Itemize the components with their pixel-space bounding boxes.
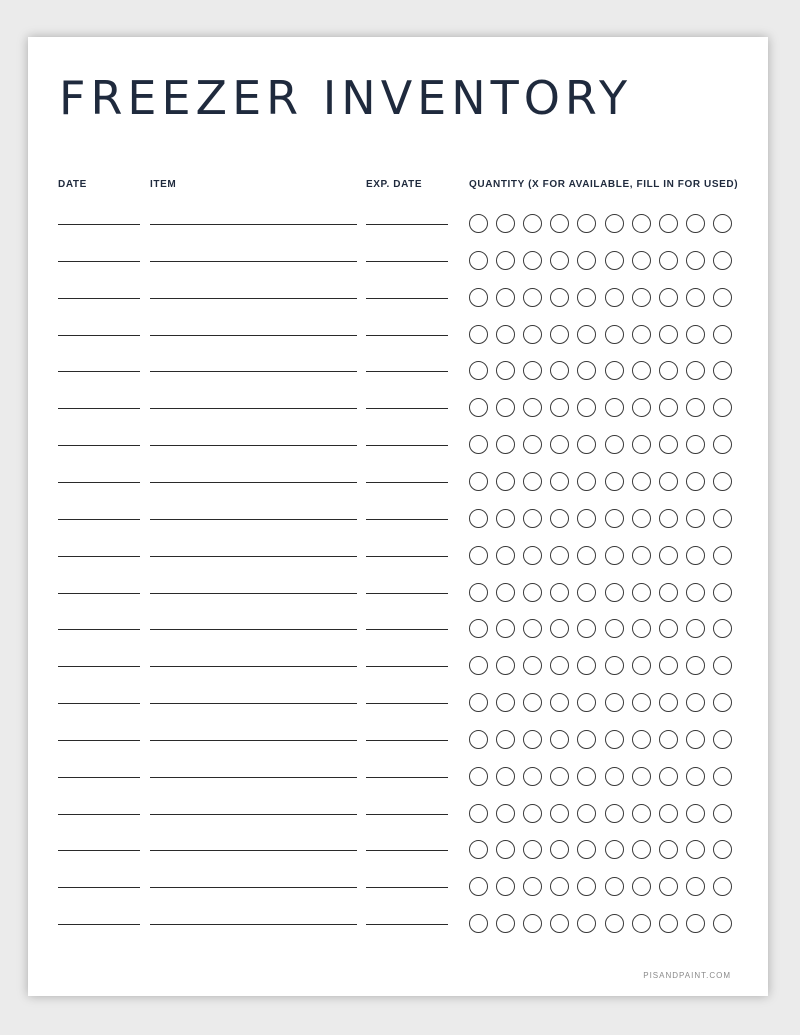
quantity-circle[interactable] — [605, 546, 624, 565]
quantity-circle[interactable] — [550, 914, 569, 933]
quantity-circle[interactable] — [496, 288, 515, 307]
item-line[interactable] — [150, 777, 357, 778]
quantity-circle[interactable] — [659, 214, 678, 233]
quantity-circle[interactable] — [713, 730, 732, 749]
quantity-circle[interactable] — [686, 804, 705, 823]
date-line[interactable] — [58, 777, 140, 778]
item-line[interactable] — [150, 224, 357, 225]
date-line[interactable] — [58, 814, 140, 815]
quantity-circle[interactable] — [469, 914, 488, 933]
quantity-circle[interactable] — [550, 509, 569, 528]
quantity-circle[interactable] — [713, 546, 732, 565]
quantity-circle[interactable] — [523, 840, 542, 859]
quantity-circle[interactable] — [605, 472, 624, 491]
quantity-circle[interactable] — [605, 767, 624, 786]
quantity-circle[interactable] — [632, 472, 651, 491]
quantity-circle[interactable] — [686, 214, 705, 233]
quantity-circle[interactable] — [496, 214, 515, 233]
quantity-circle[interactable] — [523, 398, 542, 417]
quantity-circle[interactable] — [577, 693, 596, 712]
quantity-circle[interactable] — [605, 619, 624, 638]
item-line[interactable] — [150, 850, 357, 851]
quantity-circle[interactable] — [605, 840, 624, 859]
quantity-circle[interactable] — [550, 251, 569, 270]
quantity-circle[interactable] — [686, 914, 705, 933]
quantity-circle[interactable] — [496, 472, 515, 491]
quantity-circle[interactable] — [469, 214, 488, 233]
item-line[interactable] — [150, 703, 357, 704]
exp-date-line[interactable] — [366, 629, 448, 630]
column-header-date: DATE — [58, 179, 87, 190]
quantity-circle[interactable] — [523, 214, 542, 233]
item-line[interactable] — [150, 629, 357, 630]
quantity-circle[interactable] — [632, 398, 651, 417]
quantity-circle[interactable] — [686, 693, 705, 712]
quantity-circle[interactable] — [577, 472, 596, 491]
quantity-circle[interactable] — [550, 767, 569, 786]
quantity-circle[interactable] — [496, 546, 515, 565]
quantity-circle[interactable] — [469, 656, 488, 675]
quantity-circle[interactable] — [659, 288, 678, 307]
quantity-circle[interactable] — [686, 398, 705, 417]
quantity-circle[interactable] — [577, 840, 596, 859]
item-line[interactable] — [150, 482, 357, 483]
quantity-circle[interactable] — [713, 656, 732, 675]
quantity-circle[interactable] — [605, 693, 624, 712]
quantity-circle[interactable] — [713, 877, 732, 896]
quantity-circle[interactable] — [686, 325, 705, 344]
quantity-circle[interactable] — [686, 288, 705, 307]
quantity-circle[interactable] — [469, 546, 488, 565]
exp-date-line[interactable] — [366, 593, 448, 594]
quantity-circle[interactable] — [550, 619, 569, 638]
date-line[interactable] — [58, 335, 140, 336]
quantity-circle[interactable] — [523, 767, 542, 786]
quantity-circle[interactable] — [632, 325, 651, 344]
quantity-circle[interactable] — [523, 619, 542, 638]
quantity-circle[interactable] — [577, 877, 596, 896]
quantity-circle[interactable] — [605, 583, 624, 602]
quantity-circle[interactable] — [632, 509, 651, 528]
quantity-circle[interactable] — [713, 914, 732, 933]
quantity-circle[interactable] — [496, 693, 515, 712]
exp-date-line[interactable] — [366, 519, 448, 520]
quantity-circle[interactable] — [550, 546, 569, 565]
quantity-circle[interactable] — [577, 546, 596, 565]
quantity-circle[interactable] — [605, 730, 624, 749]
printable-sheet — [28, 37, 768, 996]
exp-date-line[interactable] — [366, 740, 448, 741]
quantity-circle[interactable] — [686, 583, 705, 602]
date-line[interactable] — [58, 224, 140, 225]
date-line[interactable] — [58, 593, 140, 594]
quantity-circle[interactable] — [550, 472, 569, 491]
item-line[interactable] — [150, 740, 357, 741]
quantity-circle[interactable] — [686, 546, 705, 565]
quantity-circle[interactable] — [469, 877, 488, 896]
quantity-circle[interactable] — [713, 804, 732, 823]
exp-date-line[interactable] — [366, 261, 448, 262]
exp-date-line[interactable] — [366, 703, 448, 704]
quantity-circle[interactable] — [686, 509, 705, 528]
quantity-circle[interactable] — [523, 435, 542, 454]
exp-date-line[interactable] — [366, 445, 448, 446]
item-line[interactable] — [150, 814, 357, 815]
quantity-circle[interactable] — [632, 693, 651, 712]
quantity-circle[interactable] — [496, 914, 515, 933]
quantity-circle[interactable] — [577, 804, 596, 823]
quantity-circle[interactable] — [605, 877, 624, 896]
quantity-circle[interactable] — [713, 325, 732, 344]
date-line[interactable] — [58, 408, 140, 409]
date-line[interactable] — [58, 887, 140, 888]
quantity-circle[interactable] — [605, 398, 624, 417]
date-line[interactable] — [58, 298, 140, 299]
date-line[interactable] — [58, 445, 140, 446]
quantity-circle[interactable] — [523, 251, 542, 270]
quantity-circle[interactable] — [632, 251, 651, 270]
quantity-circle[interactable] — [686, 656, 705, 675]
quantity-circle[interactable] — [632, 435, 651, 454]
quantity-circle[interactable] — [523, 730, 542, 749]
quantity-circle[interactable] — [686, 361, 705, 380]
quantity-circle[interactable] — [686, 767, 705, 786]
quantity-circle[interactable] — [469, 619, 488, 638]
item-line[interactable] — [150, 261, 357, 262]
quantity-circle[interactable] — [686, 877, 705, 896]
quantity-circle[interactable] — [686, 251, 705, 270]
quantity-circle[interactable] — [577, 325, 596, 344]
exp-date-line[interactable] — [366, 777, 448, 778]
quantity-circle[interactable] — [632, 288, 651, 307]
quantity-circle[interactable] — [659, 509, 678, 528]
quantity-circle[interactable] — [496, 583, 515, 602]
exp-date-line[interactable] — [366, 666, 448, 667]
exp-date-line[interactable] — [366, 335, 448, 336]
quantity-circle[interactable] — [550, 435, 569, 454]
date-line[interactable] — [58, 519, 140, 520]
quantity-circle[interactable] — [577, 767, 596, 786]
quantity-circle[interactable] — [632, 214, 651, 233]
quantity-circle[interactable] — [496, 656, 515, 675]
quantity-circle[interactable] — [713, 767, 732, 786]
column-header-quantity: QUANTITY (X FOR AVAILABLE, FILL IN FOR USED) — [469, 179, 739, 190]
quantity-circle[interactable] — [577, 361, 596, 380]
quantity-circle[interactable] — [713, 251, 732, 270]
quantity-circle[interactable] — [496, 398, 515, 417]
item-line[interactable] — [150, 556, 357, 557]
item-line[interactable] — [150, 593, 357, 594]
date-line[interactable] — [58, 482, 140, 483]
date-line[interactable] — [58, 703, 140, 704]
quantity-circle[interactable] — [659, 398, 678, 417]
quantity-circle[interactable] — [659, 583, 678, 602]
exp-date-line[interactable] — [366, 814, 448, 815]
quantity-circle[interactable] — [605, 325, 624, 344]
quantity-circle[interactable] — [605, 804, 624, 823]
quantity-circle[interactable] — [550, 693, 569, 712]
exp-date-line[interactable] — [366, 224, 448, 225]
quantity-circle[interactable] — [659, 325, 678, 344]
quantity-circle[interactable] — [713, 435, 732, 454]
quantity-circle[interactable] — [659, 693, 678, 712]
quantity-circle[interactable] — [469, 804, 488, 823]
quantity-circle[interactable] — [686, 840, 705, 859]
quantity-circle[interactable] — [496, 361, 515, 380]
quantity-circle[interactable] — [632, 619, 651, 638]
column-header-exp-date: EXP. DATE — [366, 179, 423, 190]
quantity-circle[interactable] — [713, 398, 732, 417]
quantity-circle[interactable] — [659, 472, 678, 491]
quantity-circle[interactable] — [713, 472, 732, 491]
quantity-circle[interactable] — [523, 583, 542, 602]
quantity-circle[interactable] — [659, 619, 678, 638]
quantity-circle[interactable] — [523, 546, 542, 565]
quantity-circle[interactable] — [469, 361, 488, 380]
exp-date-line[interactable] — [366, 850, 448, 851]
quantity-circle[interactable] — [605, 914, 624, 933]
quantity-circle[interactable] — [659, 877, 678, 896]
quantity-circle[interactable] — [469, 288, 488, 307]
exp-date-line[interactable] — [366, 556, 448, 557]
quantity-circle[interactable] — [713, 583, 732, 602]
quantity-circle[interactable] — [550, 730, 569, 749]
quantity-circle[interactable] — [659, 546, 678, 565]
quantity-circle[interactable] — [469, 435, 488, 454]
quantity-circle[interactable] — [550, 804, 569, 823]
date-line[interactable] — [58, 740, 140, 741]
date-line[interactable] — [58, 261, 140, 262]
date-line[interactable] — [58, 556, 140, 557]
quantity-circle[interactable] — [659, 730, 678, 749]
quantity-circle[interactable] — [605, 251, 624, 270]
quantity-circle[interactable] — [659, 840, 678, 859]
quantity-circle[interactable] — [496, 251, 515, 270]
quantity-circle[interactable] — [496, 804, 515, 823]
item-line[interactable] — [150, 335, 357, 336]
quantity-circle[interactable] — [496, 877, 515, 896]
quantity-circle[interactable] — [605, 509, 624, 528]
quantity-circle[interactable] — [550, 398, 569, 417]
date-line[interactable] — [58, 666, 140, 667]
column-header-item: ITEM — [150, 179, 177, 190]
quantity-circle[interactable] — [523, 288, 542, 307]
item-line[interactable] — [150, 887, 357, 888]
quantity-circle[interactable] — [469, 730, 488, 749]
quantity-circle[interactable] — [577, 398, 596, 417]
quantity-circle[interactable] — [496, 619, 515, 638]
exp-date-line[interactable] — [366, 298, 448, 299]
item-line[interactable] — [150, 666, 357, 667]
quantity-circle[interactable] — [469, 398, 488, 417]
quantity-circle[interactable] — [632, 656, 651, 675]
quantity-circle[interactable] — [523, 914, 542, 933]
quantity-circle[interactable] — [659, 251, 678, 270]
quantity-circle[interactable] — [632, 804, 651, 823]
quantity-circle[interactable] — [523, 693, 542, 712]
quantity-circle[interactable] — [577, 730, 596, 749]
date-line[interactable] — [58, 629, 140, 630]
quantity-circle[interactable] — [496, 767, 515, 786]
quantity-circle[interactable] — [713, 214, 732, 233]
quantity-circle[interactable] — [550, 583, 569, 602]
quantity-circle[interactable] — [550, 214, 569, 233]
quantity-circle[interactable] — [523, 877, 542, 896]
quantity-circle[interactable] — [577, 509, 596, 528]
quantity-circle[interactable] — [496, 840, 515, 859]
exp-date-line[interactable] — [366, 371, 448, 372]
quantity-circle[interactable] — [523, 804, 542, 823]
exp-date-line[interactable] — [366, 887, 448, 888]
quantity-circle[interactable] — [550, 288, 569, 307]
quantity-circle[interactable] — [523, 509, 542, 528]
quantity-circle[interactable] — [659, 767, 678, 786]
footer-website: PISANDPAINT.COM — [643, 971, 731, 980]
item-line[interactable] — [150, 408, 357, 409]
quantity-circle[interactable] — [659, 435, 678, 454]
quantity-circle[interactable] — [469, 840, 488, 859]
quantity-circle[interactable] — [469, 509, 488, 528]
quantity-circle[interactable] — [605, 361, 624, 380]
quantity-circle[interactable] — [577, 435, 596, 454]
date-line[interactable] — [58, 371, 140, 372]
quantity-circle[interactable] — [659, 361, 678, 380]
quantity-circle[interactable] — [605, 435, 624, 454]
exp-date-line[interactable] — [366, 408, 448, 409]
quantity-circle[interactable] — [686, 472, 705, 491]
item-line[interactable] — [150, 371, 357, 372]
quantity-circle[interactable] — [713, 288, 732, 307]
exp-date-line[interactable] — [366, 924, 448, 925]
quantity-circle[interactable] — [686, 619, 705, 638]
quantity-circle[interactable] — [550, 840, 569, 859]
quantity-circle[interactable] — [713, 361, 732, 380]
quantity-circle[interactable] — [632, 361, 651, 380]
quantity-circle[interactable] — [686, 435, 705, 454]
quantity-circle[interactable] — [577, 251, 596, 270]
quantity-circle[interactable] — [469, 583, 488, 602]
quantity-circle[interactable] — [523, 361, 542, 380]
quantity-circle[interactable] — [605, 214, 624, 233]
quantity-circle[interactable] — [713, 840, 732, 859]
quantity-circle[interactable] — [523, 325, 542, 344]
quantity-circle[interactable] — [659, 804, 678, 823]
quantity-circle[interactable] — [632, 546, 651, 565]
quantity-circle[interactable] — [496, 435, 515, 454]
quantity-circle[interactable] — [632, 840, 651, 859]
exp-date-line[interactable] — [366, 482, 448, 483]
quantity-circle[interactable] — [469, 767, 488, 786]
quantity-circle[interactable] — [713, 693, 732, 712]
quantity-circle[interactable] — [632, 730, 651, 749]
item-line[interactable] — [150, 298, 357, 299]
quantity-circle[interactable] — [605, 288, 624, 307]
quantity-circle[interactable] — [659, 656, 678, 675]
quantity-circle[interactable] — [659, 914, 678, 933]
date-line[interactable] — [58, 924, 140, 925]
quantity-circle[interactable] — [469, 472, 488, 491]
item-line[interactable] — [150, 519, 357, 520]
page-title: FREEZER INVENTORY — [59, 71, 633, 125]
quantity-circle[interactable] — [496, 730, 515, 749]
quantity-circle[interactable] — [577, 288, 596, 307]
quantity-circle[interactable] — [469, 251, 488, 270]
quantity-circle[interactable] — [523, 472, 542, 491]
quantity-circle[interactable] — [713, 619, 732, 638]
quantity-circle[interactable] — [632, 914, 651, 933]
quantity-circle[interactable] — [550, 325, 569, 344]
quantity-circle[interactable] — [577, 583, 596, 602]
quantity-circle[interactable] — [496, 325, 515, 344]
quantity-circle[interactable] — [577, 914, 596, 933]
quantity-circle[interactable] — [632, 583, 651, 602]
quantity-circle[interactable] — [632, 877, 651, 896]
quantity-circle[interactable] — [550, 361, 569, 380]
quantity-circle[interactable] — [686, 730, 705, 749]
item-line[interactable] — [150, 445, 357, 446]
quantity-circle[interactable] — [469, 693, 488, 712]
quantity-circle[interactable] — [550, 877, 569, 896]
quantity-circle[interactable] — [550, 656, 569, 675]
quantity-circle[interactable] — [605, 656, 624, 675]
date-line[interactable] — [58, 850, 140, 851]
quantity-circle[interactable] — [469, 325, 488, 344]
item-line[interactable] — [150, 924, 357, 925]
quantity-circle[interactable] — [523, 656, 542, 675]
quantity-circle[interactable] — [632, 767, 651, 786]
quantity-circle[interactable] — [496, 509, 515, 528]
quantity-circle[interactable] — [577, 619, 596, 638]
quantity-circle[interactable] — [577, 656, 596, 675]
quantity-circle[interactable] — [713, 509, 732, 528]
quantity-circle[interactable] — [577, 214, 596, 233]
